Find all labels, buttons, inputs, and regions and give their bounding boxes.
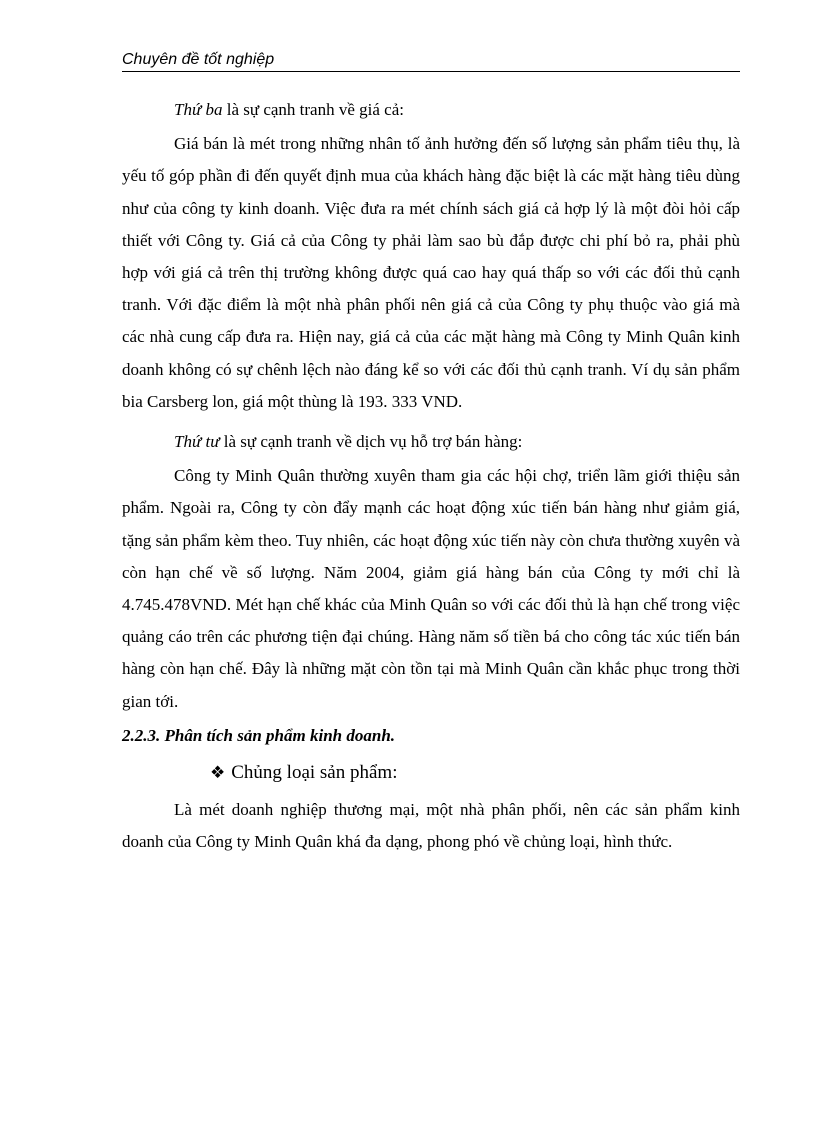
page-header	[122, 50, 740, 72]
bullet-item	[122, 758, 740, 788]
header-title: Chuyên đề tốt nghiệp	[122, 51, 275, 68]
product-paragraph: Là mét doanh nghiệp thương mại, một nhà phân phối, nên các sản phẩm kinh doanh của Công ty Minh Quân khá đa dạng, phong phó về chủng loại, hình thức.	[122, 799, 740, 852]
service-competition-intro	[122, 426, 740, 458]
bullet-text: Chủng loại sản phẩm:	[231, 761, 398, 783]
intro-text-third: là sự cạnh tranh về giá cả:	[222, 100, 404, 119]
intro-label-fourth: Thứ tư	[174, 432, 220, 452]
section-heading: 2.2.3. Phân tích sản phẩm kinh doanh.	[122, 725, 396, 745]
price-competition-intro	[122, 94, 740, 126]
price-competition-paragraph: Giá bán là mét trong những nhân tố ảnh hưởng đến số lượng sản phẩm tiêu thụ, là yếu tố góp phần đi đến quyết định mua của khách hàng đặc biệt là các mặt hàng tiêu dùng như của công ty kinh doanh. Việc đưa ra mét chính sách giá cả hợp lý là một đòi hỏi cấp thiết với Công ty. Giá cả của Công ty phải làm sao bù đắp được chi phí bỏ ra, phải phù hợp với giá cả trên thị trường không được quá cao hay quá thấp so với các đối thủ cạnh tranh. Với đặc điểm là một nhà phân phối nên giá cả của Công ty phụ thuộc vào giá mà các nhà cung cấp đưa ra. Hiện nay, giá cả của các mặt hàng mà Công ty Minh Quân kinh doanh không có sự chênh lệch nào đáng kể so với các đối thủ cạnh tranh. Ví dụ sản phẩm bia Carsberg lon, giá một thùng là 193. 333 VND.	[122, 134, 740, 411]
diamond-bullet-icon: ❖	[210, 762, 226, 782]
service-competition-paragraph: Công ty Minh Quân thường xuyên tham gia các hội chợ, triển lãm giới thiệu sản phẩm. Ngoài ra, Công ty còn đẩy mạnh các hoạt động xúc tiến bán hàng như giảm giá, tặng sản phẩm kèm theo. Tuy nhiên, các hoạt động xúc tiến này còn chưa thường xuyên và còn hạn chế về số lượng. Năm 2004, giảm giá hàng bán của Công ty mới chỉ là 4.745.478VND. Mét hạn chế khác của Minh Quân so với các đối thủ là hạn chế trong việc quảng cáo trên các phương tiện đại chúng. Hàng năm số tiền bá cho công tác xúc tiến bán hàng còn hạn chế. Đây là những mặt còn tồn tại mà Minh Quân cần khắc phục trong thời gian tới.	[122, 466, 740, 711]
intro-label-third: Thứ ba	[174, 100, 223, 119]
intro-text-fourth: là sự cạnh tranh về dịch vụ hỗ trợ bán hàng:	[219, 432, 523, 452]
document-body	[122, 94, 740, 858]
